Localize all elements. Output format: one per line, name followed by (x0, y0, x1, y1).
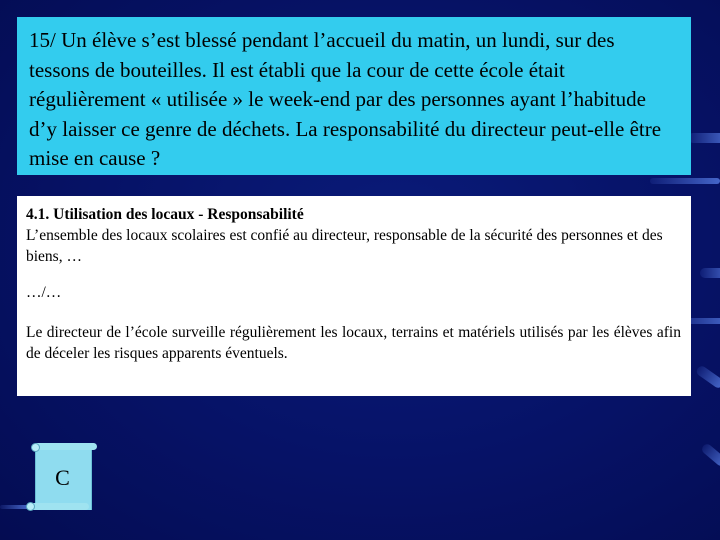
answer-scroll-button[interactable] (27, 443, 99, 513)
scroll-bottom-roll (27, 503, 89, 510)
rule-paragraph-1: L’ensemble des locaux scolaires est confié au directeur, responsable de la sécurité des personnes et des biens, … (26, 227, 663, 265)
question-box (17, 17, 691, 175)
decorative-dash (650, 178, 720, 184)
rule-separator: …/… (26, 284, 62, 301)
decorative-dash (0, 505, 28, 509)
decorative-dash (700, 268, 720, 278)
answer-letter: C (55, 465, 70, 490)
rule-paragraph-2: Le directeur de l’école surveille régulièrement les locaux, terrains et matériels utilisés par les élèves afin de déceler les risques apparents éventuels. (26, 324, 681, 362)
decorative-dash (688, 133, 720, 143)
scroll-curl-icon (26, 502, 35, 511)
question-text: 15/ Un élève s’est blessé pendant l’accueil du matin, un lundi, sur des tessons de bouteilles. Il est établi que la cour de cette école était régulièrement « utilisée » le week-end par des personnes ayant l’habitude d’y laisser ce genre de déchets. La responsabilité du directeur peut-elle être mise en cause ? (29, 28, 662, 170)
decorative-dash (695, 364, 720, 389)
decorative-dash (700, 442, 720, 468)
scroll-curl-icon (31, 443, 40, 452)
rule-excerpt-box (17, 196, 691, 396)
rule-heading: 4.1. Utilisation des locaux - Responsabilité (26, 206, 304, 223)
scroll-top-roll (33, 443, 97, 450)
